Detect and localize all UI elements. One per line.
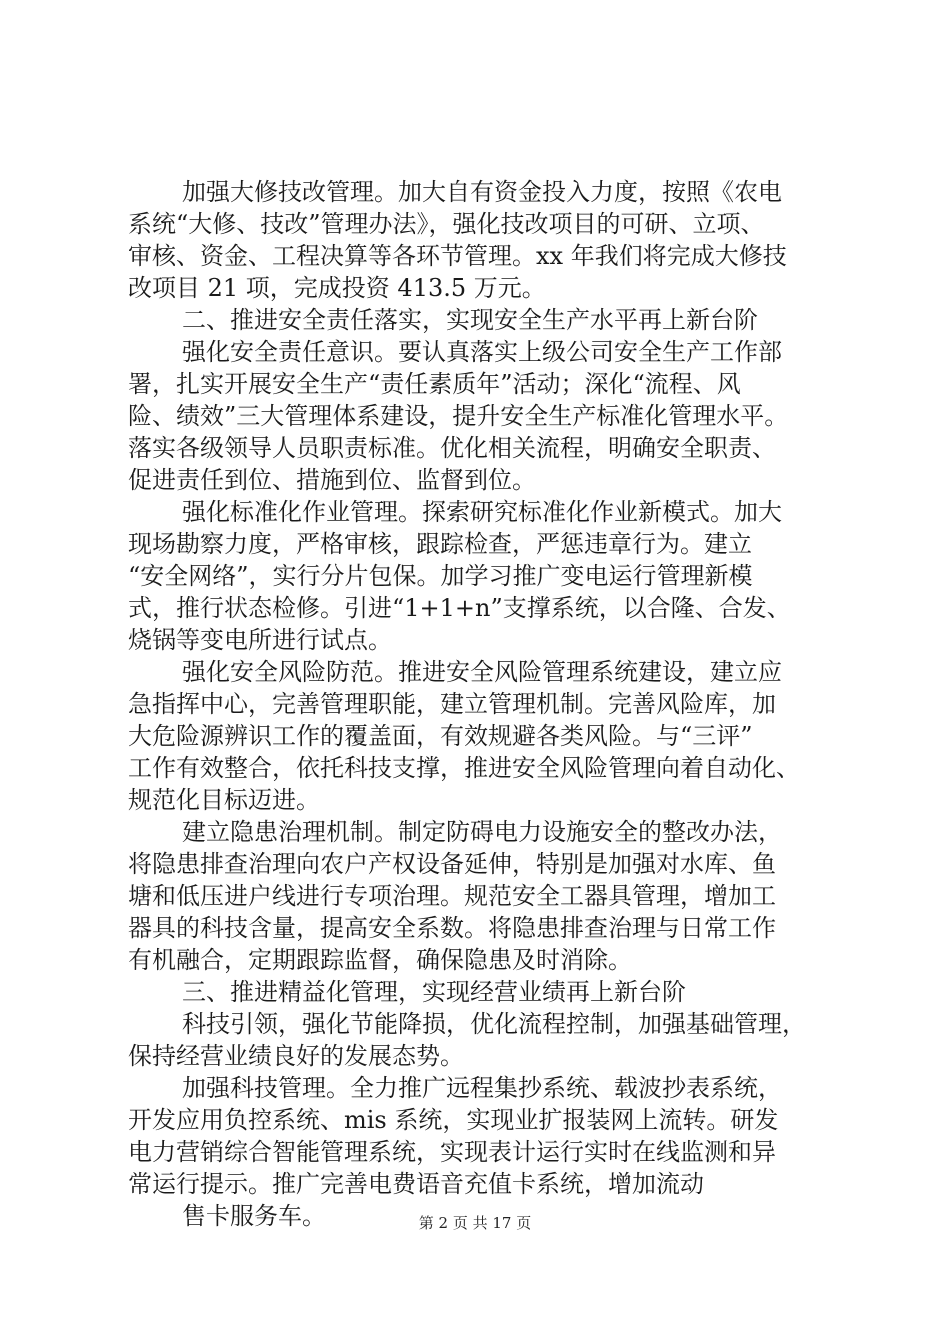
paragraph-line: 系统“大修、技改”管理办法》，强化技改项目的可研、立项、 bbox=[128, 210, 765, 238]
paragraph-line: 现场勘察力度，严格审核，跟踪检查，严惩违章行为。建立 bbox=[128, 530, 752, 558]
paragraph-line: 售卡服务车。 bbox=[182, 1202, 326, 1230]
paragraph-line: 将隐患排查治理向农户产权设备延伸，特别是加强对水库、鱼 bbox=[128, 850, 776, 878]
paragraph-line: 强化安全风险防范。推进安全风险管理系统建设，建立应 bbox=[182, 658, 782, 686]
paragraph-line: 建立隐患治理机制。制定防碍电力设施安全的整改办法， bbox=[182, 818, 782, 846]
paragraph-line: 促进责任到位、措施到位、监督到位。 bbox=[128, 466, 536, 494]
paragraph-line: 常运行提示。推广完善电费语音充值卡系统，增加流动 bbox=[128, 1170, 704, 1198]
paragraph-line: 烧锅等变电所进行试点。 bbox=[128, 626, 392, 654]
paragraph-line: 器具的科技含量，提高安全系数。将隐患排查治理与日常工作 bbox=[128, 914, 776, 942]
paragraph-line: 强化标准化作业管理。探索研究标准化作业新模式。加大 bbox=[182, 498, 782, 526]
paragraph-line: 开发应用负控系统、mis 系统，实现业扩报装网上流转。研发 bbox=[128, 1106, 779, 1134]
paragraph-line: 工作有效整合，依托科技支撑，推进安全风险管理向着自动化、 bbox=[128, 754, 800, 782]
paragraph-line: 电力营销综合智能管理系统，实现表计运行实时在线监测和异 bbox=[128, 1138, 776, 1166]
paragraph-line: 强化安全责任意识。要认真落实上级公司安全生产工作部 bbox=[182, 338, 782, 366]
paragraph-line: “安全网络”，实行分片包保。加学习推广变电运行管理新模 bbox=[128, 562, 753, 590]
paragraph-line: 加强科技管理。全力推广远程集抄系统、载波抄表系统， bbox=[182, 1074, 782, 1102]
paragraph-line: 险、绩效”三大管理体系建设，提升安全生产标准化管理水平。 bbox=[128, 402, 789, 430]
paragraph-line: 署，扎实开展安全生产“责任素质年”活动；深化“流程、风 bbox=[128, 370, 741, 398]
paragraph-line: 保持经营业绩良好的发展态势。 bbox=[128, 1042, 464, 1070]
paragraph-line: 式，推行状态检修。引进“1+1+n”支撑系统，以合隆、合发、 bbox=[128, 594, 791, 622]
section-heading: 二、推进安全责任落实，实现安全生产水平再上新台阶 bbox=[182, 306, 758, 334]
document-body bbox=[128, 176, 830, 1232]
paragraph-line: 改项目 21 项，完成投资 413.5 万元。 bbox=[128, 274, 546, 302]
paragraph-line: 审核、资金、工程决算等各环节管理。xx 年我们将完成大修技 bbox=[128, 242, 787, 270]
paragraph-line: 科技引领，强化节能降损，优化流程控制，加强基础管理， bbox=[182, 1010, 806, 1038]
paragraph-line: 塘和低压进户线进行专项治理。规范安全工器具管理，增加工 bbox=[128, 882, 776, 910]
paragraph-line: 规范化目标迈进。 bbox=[128, 786, 320, 814]
paragraph-line: 大危险源辨识工作的覆盖面，有效规避各类风险。与“三评” bbox=[128, 722, 753, 750]
paragraph-line: 急指挥中心，完善管理职能，建立管理机制。完善风险库，加 bbox=[128, 690, 776, 718]
section-heading: 三、推进精益化管理，实现经营业绩再上新台阶 bbox=[182, 978, 686, 1006]
paragraph-line: 加强大修技改管理。加大自有资金投入力度，按照《农电 bbox=[182, 178, 782, 206]
paragraph-line: 有机融合，定期跟踪监督，确保隐患及时消除。 bbox=[128, 946, 632, 974]
page-number-footer: 第 2 页 共 17 页 bbox=[418, 1214, 532, 1232]
paragraph-line: 落实各级领导人员职责标准。优化相关流程，明确安全职责、 bbox=[128, 434, 776, 462]
